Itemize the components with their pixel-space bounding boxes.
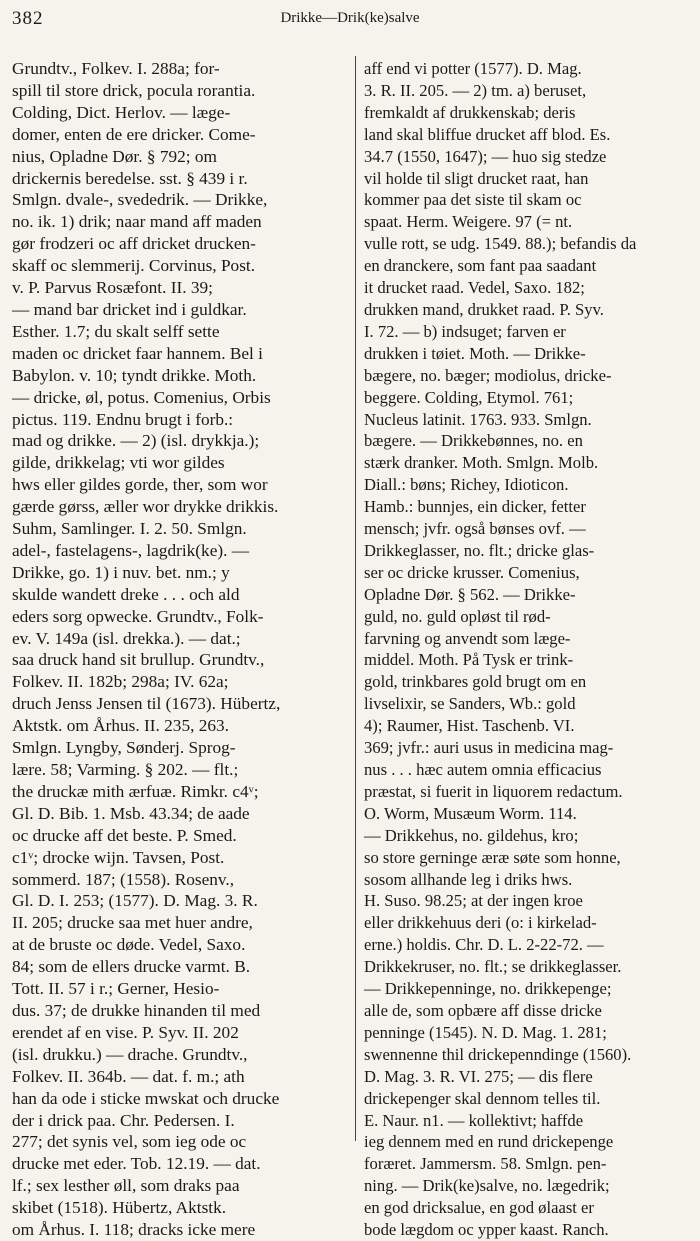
text-line: farvning og anvendt som læge- [364, 628, 571, 648]
text-line: — Drikkepenninge, no. drikkepenge; [364, 979, 612, 999]
text-line: E. Naur. n1. — kollektivt; haffde [364, 1110, 584, 1130]
text-line: spill til store drick, pocula rorantia. [12, 80, 256, 100]
text-line: vulle rott, se udg. 1549. 88.); befandis da [364, 234, 637, 254]
text-line: land skal bliffue drucket aff blod. Es. [364, 124, 611, 144]
text-line: fremkaldt af drukkenskab; deris [364, 102, 576, 122]
text-line: hws eller gildes gorde, ther, som wor [12, 475, 268, 495]
text-line: at de bruste oc døde. Vedel, Saxo. [12, 935, 246, 955]
text-line: en god dricksalue, en god ølaast er [364, 1198, 594, 1218]
text-line: I. 72. — b) indsuget; farven er [364, 321, 566, 341]
text-line: v. P. Parvus Rosæfont. II. 39; [12, 278, 213, 298]
text-line: Diall.: bøns; Richey, Idioticon. [364, 475, 569, 495]
text-line: penninge (1545). N. D. Mag. 1. 281; [364, 1022, 607, 1042]
text-line: Drikkeglasser, no. flt.; dricke glas- [364, 540, 595, 560]
text-line: om Århus. I. 118; dracks icke mere [12, 1220, 256, 1240]
text-line: oc drucke aff det beste. P. Smed. [12, 825, 237, 845]
text-line: bægere, no. bæger; modiolus, dricke- [364, 365, 612, 385]
text-line: D. Mag. 3. R. VI. 275; — dis flere [364, 1066, 593, 1086]
text-line: ning. — Drik(ke)salve, no. lægedrik; [364, 1176, 610, 1196]
text-line: druch Jenss Jensen til (1673). Hübertz, [12, 694, 281, 714]
text-line: vil holde til sligt drucket raat, han [364, 168, 589, 188]
text-line: eders sorg opwecke. Grundtv., Folk- [12, 606, 264, 626]
text-line: Drikkekruser, no. flt.; se drikkeglasser. [364, 957, 622, 977]
text-line: alle de, som opbære aff disse dricke [364, 1000, 602, 1020]
text-line: swennenne thil drickepenndinge (1560). [364, 1044, 632, 1064]
text-line: Aktstk. om Århus. II. 235, 263. [12, 716, 229, 736]
text-line: domer, enten de ere dricker. Come- [12, 124, 256, 144]
text-line: guld, no. guld opløst til rød- [364, 606, 551, 626]
page-header [0, 0, 700, 40]
text-line: lære. 58; Varming. § 202. — flt.; [12, 760, 239, 779]
text-line: foræret. Jammersm. 58. Smlgn. pen- [364, 1154, 607, 1174]
text-line: Suhm, Samlinger. I. 2. 50. Smlgn. [12, 519, 247, 539]
text-line: sommerd. 187; (1558). Rosenv., [12, 869, 235, 889]
left-column [12, 58, 346, 1241]
text-line: drickernis beredelse. sst. § 439 i r. [12, 168, 248, 188]
text-line: sosom allhande leg i driks hws. [364, 869, 573, 889]
column-divider [355, 56, 356, 1141]
text-line: 3. R. II. 205. — 2) tm. a) beruset, [364, 80, 587, 100]
text-line: Smlgn. dvale-, svededrik. — Drikke, [12, 190, 268, 210]
text-line: mensch; jvfr. også bønses ovf. — [364, 519, 586, 539]
text-line: bode lægdom oc ypper kaast. Ranch. [364, 1220, 609, 1240]
text-line: Grundtv., Folkev. I. 288a; for- [12, 59, 220, 78]
text-line: eller drikkehuus deri (o: i kirkelad- [364, 913, 597, 933]
text-line: O. Worm, Musæum Worm. 114. [364, 803, 577, 823]
text-line: 4); Raumer, Hist. Taschenb. VI. [364, 716, 575, 736]
text-line: gør frodzeri oc aff dricket drucken- [12, 234, 256, 254]
text-line: — dricke, øl, potus. Comenius, Orbis [12, 387, 271, 407]
text-line: middel. Moth. På Tysk er trink- [364, 650, 574, 670]
running-head: Drikke—Drik(ke)salve [280, 10, 420, 26]
text-line: erne.) holdis. Chr. D. L. 2-22-72. — [364, 935, 604, 955]
text-line: II. 205; drucke saa met huer andre, [12, 913, 253, 933]
text-line: no. ik. 1) drik; naar mand aff maden [12, 212, 262, 232]
text-line: Hamb.: bunnjes, ein dicker, fetter [364, 497, 586, 517]
text-line: pictus. 119. Endnu brugt i forb.: [12, 409, 234, 429]
text-line: skibet (1518). Hübertz, Aktstk. [12, 1198, 227, 1218]
text-line: mad og drikke. — 2) (isl. drykkja.); [12, 431, 260, 451]
text-line: nus . . . hæc autem omnia efficacius [364, 760, 602, 779]
text-line: ser oc dricke krusser. Comenius, [364, 562, 580, 582]
text-line: erendet af en vise. P. Syv. II. 202 [12, 1022, 239, 1042]
text-line: Folkev. II. 364b. — dat. f. m.; ath [12, 1066, 245, 1086]
text-line: drukken i tøiet. Moth. — Drikke- [364, 343, 586, 363]
text-line: — Drikkehus, no. gildehus, kro; [364, 825, 579, 845]
text-line: Tott. II. 57 i r.; Gerner, Hesio- [12, 979, 220, 999]
text-line: Gl. D. I. 253; (1577). D. Mag. 3. R. [12, 891, 258, 911]
text-line: Smlgn. Lyngby, Sønderj. Sprog- [12, 738, 236, 758]
text-line: dus. 37; de drukke hinanden til med [12, 1000, 261, 1020]
text-line: Drikke, go. 1) i nuv. bet. nm.; y [12, 562, 230, 582]
text-line: 84; som de ellers drucke varmt. B. [12, 957, 251, 977]
text-line: drucke met eder. Tob. 12.19. — dat. [12, 1154, 261, 1174]
text-line: skaff oc slemmerij. Corvinus, Post. [12, 256, 256, 276]
text-line: Colding, Dict. Herlov. — læge- [12, 102, 231, 122]
text-line: han da ode i sticke mwskat och drucke [12, 1088, 280, 1108]
text-line: skulde wandett dreke . . . och ald [12, 584, 240, 604]
text-line: ieg dennem med en rund drickepenge [364, 1132, 614, 1152]
text-line: livselixir, se Sanders, Wb.: gold [364, 694, 576, 714]
text-line: c1ᵛ; drocke wijn. Tavsen, Post. [12, 847, 225, 867]
text-line: 277; det synis vel, som ieg ode oc [12, 1132, 247, 1152]
text-line: it drucket raad. Vedel, Saxo. 182; [364, 278, 585, 298]
text-line: ev. V. 149a (isl. drekka.). — dat.; [12, 628, 241, 648]
text-line: kommer paa det siste til skam oc [364, 190, 582, 210]
text-line: so store gerninge æræ søte som honne, [364, 847, 621, 867]
text-line: præstat, si fuerit in liquorem redactum. [364, 781, 623, 801]
text-line: drukken mand, drukket raad. P. Syv. [364, 299, 604, 319]
text-line: Gl. D. Bib. 1. Msb. 43.34; de aade [12, 803, 250, 823]
text-line: saa druck hand sit brullup. Grundtv., [12, 650, 265, 670]
text-line: adel-, fastelagens-, lagdrik(ke). — [12, 540, 250, 560]
text-line: bægere. — Drikkebønnes, no. en [364, 431, 583, 451]
text-line: the druckæ mith ærfuæ. Rimkr. c4ᵛ; [12, 781, 259, 801]
text-line: Folkev. II. 182b; 298a; IV. 62a; [12, 672, 229, 692]
text-line: gærde gørss, æller wor drykke drikkis. [12, 497, 279, 517]
text-line: Esther. 1.7; du skalt selff sette [12, 321, 220, 341]
text-line: 34.7 (1550, 1647); — huo sig stedze [364, 146, 607, 166]
text-line: gilde, drikkelag; vti wor gildes [12, 453, 225, 473]
text-line: spaat. Herm. Weigere. 97 (= nt. [364, 212, 573, 232]
text-line: H. Suso. 98.25; at der ingen kroe [364, 891, 583, 911]
text-line: gold, trinkbares gold brugt om en [364, 672, 587, 692]
text-line: drickepenger skal dennom telles til. [364, 1088, 601, 1108]
text-line: en dranckere, som fant paa saadant [364, 256, 597, 276]
text-line: lf.; sex lesther øll, som draks paa [12, 1176, 240, 1196]
text-line: beggere. Colding, Etymol. 761; [364, 387, 574, 407]
text-line: aff end vi potter (1577). D. Mag. [364, 59, 582, 78]
text-line: (isl. drukku.) — drache. Grundtv., [12, 1044, 248, 1064]
right-column [364, 58, 694, 1241]
text-line: Babylon. v. 10; tyndt drikke. Moth. [12, 365, 257, 385]
text-line: der i drick paa. Chr. Pedersen. I. [12, 1110, 235, 1130]
text-line: stærk dranker. Moth. Smlgn. Molb. [364, 453, 599, 473]
text-line: Opladne Dør. § 562. — Drikke- [364, 584, 576, 604]
text-line: 369; jvfr.: auri usus in medicina mag- [364, 738, 614, 758]
text-line: — mand bar dricket ind i guldkar. [12, 299, 247, 319]
text-line: nius, Opladne Dør. § 792; om [12, 146, 217, 166]
page-number: 382 [12, 8, 44, 29]
text-line: maden oc dricket faar hannem. Bel i [12, 343, 263, 363]
text-line: Nucleus latinit. 1763. 933. Smlgn. [364, 409, 592, 429]
